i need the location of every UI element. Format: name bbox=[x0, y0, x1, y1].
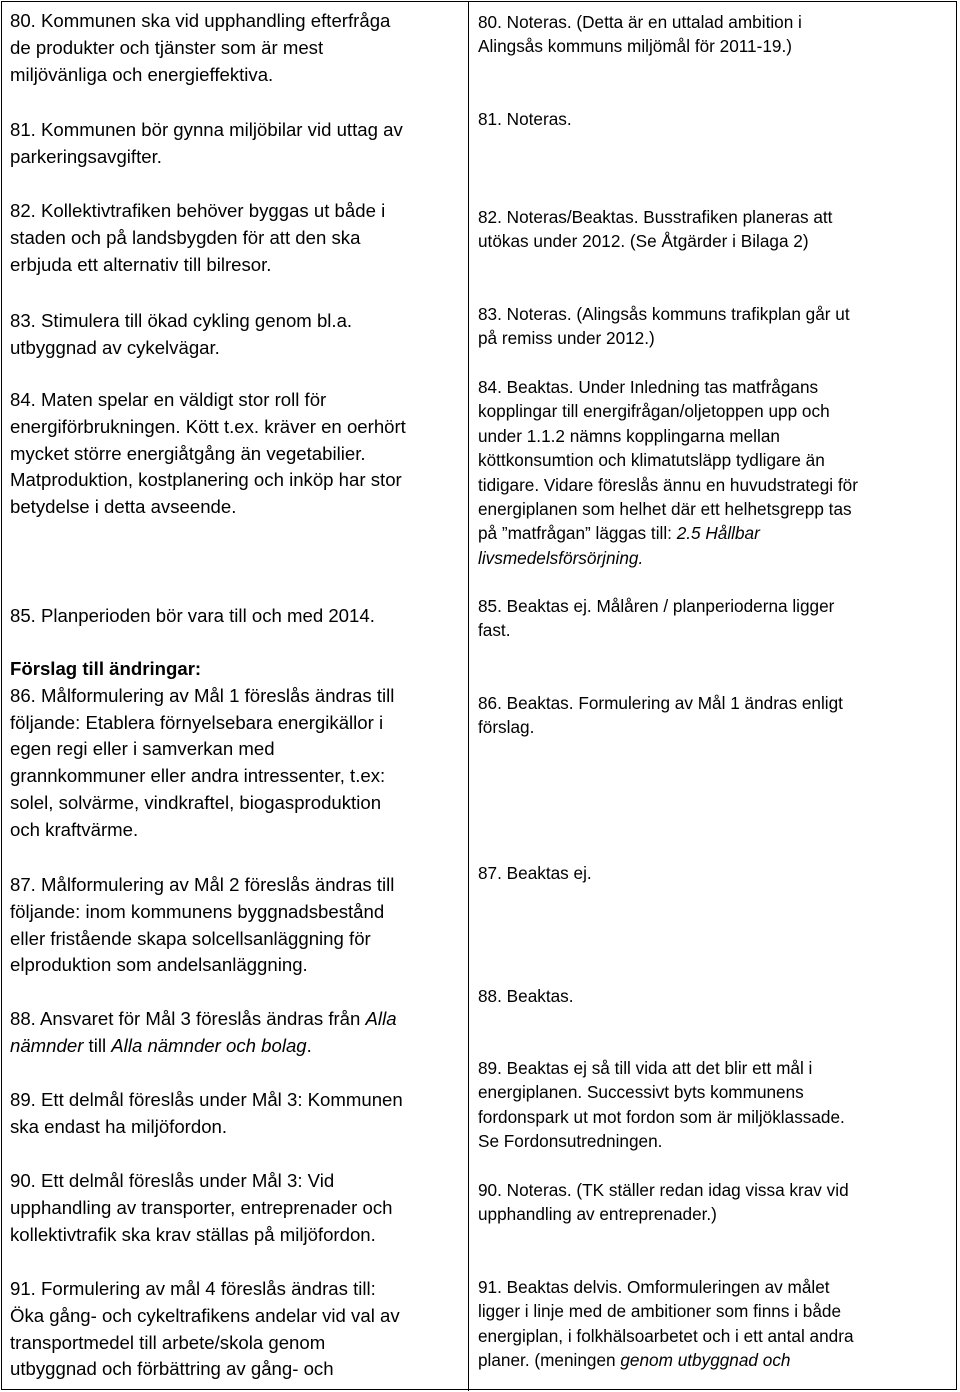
text-line bbox=[478, 10, 948, 34]
response-r80 bbox=[478, 10, 948, 59]
text-line bbox=[10, 198, 462, 225]
text-line bbox=[10, 467, 462, 494]
proposal-p86 bbox=[10, 656, 462, 844]
text-run: 88. Beaktas. bbox=[478, 986, 574, 1006]
text-run: 91. Beaktas delvis. Omformuleringen av målet bbox=[478, 1277, 830, 1297]
column-divider bbox=[468, 1, 469, 1391]
text-run: energiplanen. Successivt byts kommunens bbox=[478, 1082, 804, 1103]
text-run: upphandling av transporter, entreprenader och bbox=[10, 1196, 393, 1218]
text-run: energiförbrukningen. Kött t.ex. kräver en oerhört bbox=[10, 415, 406, 437]
text-line bbox=[478, 1324, 948, 1348]
text-run: Öka gång- och cykeltrafikens andelar vid val av bbox=[10, 1304, 400, 1326]
text-line bbox=[478, 1299, 948, 1323]
response-r87 bbox=[478, 861, 948, 885]
text-line bbox=[478, 546, 948, 570]
text-run: på ”matfrågan” läggas till: bbox=[478, 523, 677, 544]
text-line bbox=[10, 117, 462, 144]
text-line bbox=[10, 763, 462, 790]
text-run: egen regi eller i samverkan med bbox=[10, 738, 275, 760]
text-line bbox=[478, 1348, 948, 1372]
text-run: de produkter och tjänster som är mest bbox=[10, 36, 324, 58]
proposal-p88 bbox=[10, 1006, 462, 1060]
proposal-p90 bbox=[10, 1168, 462, 1248]
text-line bbox=[10, 252, 462, 279]
text-line bbox=[10, 656, 462, 683]
text-run: . bbox=[306, 1034, 312, 1056]
text-run: 84. Beaktas. Under Inledning tas matfrågans bbox=[478, 377, 819, 397]
text-line bbox=[10, 1033, 462, 1060]
proposal-p84 bbox=[10, 387, 462, 521]
response-r91 bbox=[478, 1275, 948, 1373]
text-line bbox=[478, 1056, 948, 1080]
text-run: 82. Kollektivtrafiken behöver byggas ut både i bbox=[10, 200, 386, 221]
text-run: parkeringsavgifter. bbox=[10, 145, 162, 167]
text-run: 81. Noteras. bbox=[478, 109, 572, 129]
text-run: 86. Målformulering av Mål 1 föreslås ändras till bbox=[10, 684, 395, 706]
text-line bbox=[478, 1129, 948, 1153]
text-line bbox=[10, 8, 462, 35]
text-run: Alla bbox=[365, 1008, 397, 1029]
text-run: köttkonsumtion och klimatutsläpp tydligare än bbox=[478, 450, 825, 471]
text-run: ska endast ha miljöfordon. bbox=[10, 1115, 228, 1137]
proposal-p82 bbox=[10, 198, 462, 278]
text-line bbox=[478, 618, 948, 642]
text-line bbox=[10, 225, 462, 252]
text-line bbox=[10, 441, 462, 468]
response-r90 bbox=[478, 1178, 948, 1227]
text-run: Matproduktion, kostplanering och inköp har stor bbox=[10, 469, 402, 491]
text-run: fordonspark ut mot fordon som är miljöklassade. bbox=[478, 1106, 845, 1127]
text-run: energiplanen som helhet där ett helhetsgrepp tas bbox=[478, 499, 852, 520]
text-run: 83. Stimulera till ökad cykling genom bl.a. bbox=[10, 310, 353, 331]
text-run: 85. Planperioden bör vara till och med 2014. bbox=[10, 605, 375, 626]
text-line bbox=[478, 1178, 948, 1202]
text-line bbox=[10, 1168, 462, 1195]
text-line bbox=[478, 984, 948, 1008]
text-line bbox=[478, 691, 948, 715]
text-run: grannkommuner eller andra intressenter, t.ex: bbox=[10, 765, 386, 787]
text-run: 90. Noteras. (TK ställer redan idag vissa krav vid bbox=[478, 1180, 849, 1200]
text-run: 89. Beaktas ej så till vida att det blir ett mål i bbox=[478, 1058, 813, 1078]
response-r82 bbox=[478, 205, 948, 254]
text-line bbox=[10, 335, 462, 362]
text-line bbox=[478, 205, 948, 229]
text-run: genom utbyggnad och bbox=[620, 1350, 791, 1371]
text-run: 89. Ett delmål föreslås under Mål 3: Kommunen bbox=[10, 1089, 403, 1110]
text-run: 80. Kommunen ska vid upphandling efterfråga bbox=[10, 10, 391, 31]
response-r81 bbox=[478, 107, 948, 131]
text-line bbox=[10, 144, 462, 171]
text-line bbox=[478, 229, 948, 253]
text-run: och kraftvärme. bbox=[10, 818, 139, 840]
text-line bbox=[478, 1080, 948, 1104]
text-run: 84. Maten spelar en väldigt stor roll för bbox=[10, 389, 327, 410]
proposal-p91 bbox=[10, 1276, 462, 1383]
response-r89 bbox=[478, 1056, 948, 1154]
text-line bbox=[478, 399, 948, 423]
text-line bbox=[10, 872, 462, 899]
text-run: fast. bbox=[478, 620, 511, 641]
text-run: mycket större energiåtgång än vegetabilier. bbox=[10, 442, 366, 464]
text-run: Se Fordonsutredningen. bbox=[478, 1131, 663, 1152]
text-run: kopplingar till energifrågan/oljetoppen upp och bbox=[478, 401, 830, 422]
text-run: Alingsås kommuns miljömål för 2011-19.) bbox=[478, 36, 792, 57]
text-line bbox=[10, 1195, 462, 1222]
text-run: nämnder bbox=[10, 1034, 84, 1056]
proposal-p89 bbox=[10, 1087, 462, 1141]
text-run: 83. Noteras. (Alingsås kommuns trafikplan går ut bbox=[478, 304, 850, 324]
text-line bbox=[478, 715, 948, 739]
text-line bbox=[10, 926, 462, 953]
text-run: utökas under 2012. (Se Åtgärder i Bilaga 2) bbox=[478, 231, 809, 252]
response-r88 bbox=[478, 984, 948, 1008]
text-line bbox=[10, 414, 462, 441]
text-run: utbyggnad och förbättring av gång- och bbox=[10, 1358, 334, 1380]
text-line bbox=[478, 107, 948, 131]
text-run: 81. Kommunen bör gynna miljöbilar vid uttag av bbox=[10, 119, 403, 140]
text-run: 85. Beaktas ej. Målåren / planperioderna ligger bbox=[478, 596, 835, 616]
text-run: 82. Noteras/Beaktas. Busstrafiken planeras att bbox=[478, 207, 833, 227]
text-run: följande: inom kommunens byggnadsbestånd bbox=[10, 900, 385, 922]
text-line bbox=[10, 62, 462, 89]
text-run: 88. Ansvaret för Mål 3 föreslås ändras från bbox=[10, 1008, 366, 1029]
response-r86 bbox=[478, 691, 948, 740]
text-line bbox=[10, 603, 462, 630]
text-line bbox=[10, 817, 462, 844]
text-run: 87. Beaktas ej. bbox=[478, 863, 592, 883]
response-r83 bbox=[478, 302, 948, 351]
text-run: på remiss under 2012.) bbox=[478, 328, 655, 349]
text-run: 2.5 Hållbar bbox=[676, 523, 760, 544]
text-line bbox=[10, 387, 462, 414]
text-run: utbyggnad av cykelvägar. bbox=[10, 336, 220, 358]
text-run: transportmedel till arbete/skola genom bbox=[10, 1331, 326, 1353]
text-run: följande: Etablera förnyelsebara energikällor i bbox=[10, 711, 384, 733]
text-line bbox=[10, 899, 462, 926]
text-line bbox=[10, 1222, 462, 1249]
proposal-p83 bbox=[10, 308, 462, 362]
text-run: 90. Ett delmål föreslås under Mål 3: Vid bbox=[10, 1170, 335, 1191]
text-line bbox=[478, 497, 948, 521]
text-line bbox=[478, 861, 948, 885]
text-line bbox=[478, 1202, 948, 1226]
proposal-p85 bbox=[10, 603, 462, 630]
text-run: 91. Formulering av mål 4 föreslås ändras till: bbox=[10, 1278, 376, 1299]
text-run: livsmedelsförsörjning. bbox=[478, 547, 644, 568]
text-line bbox=[10, 736, 462, 763]
section-heading: Förslag till ändringar: bbox=[10, 658, 202, 679]
text-line bbox=[478, 521, 948, 545]
text-run: solel, solvärme, vindkraftel, biogasproduktion bbox=[10, 791, 382, 813]
text-run: under 1.1.2 nämns kopplingarna mellan bbox=[478, 425, 780, 446]
text-run: upphandling av entreprenader.) bbox=[478, 1204, 717, 1225]
response-r85 bbox=[478, 594, 948, 643]
text-line bbox=[10, 683, 462, 710]
text-run: miljövänliga och energieffektiva. bbox=[10, 63, 274, 85]
text-line bbox=[478, 1105, 948, 1129]
text-line bbox=[478, 302, 948, 326]
proposal-p81 bbox=[10, 117, 462, 171]
text-run: kollektivtrafik ska krav ställas på miljöfordon. bbox=[10, 1223, 376, 1245]
text-line bbox=[10, 308, 462, 335]
text-run: energiplan, i folkhälsoarbetet och i ett antal andra bbox=[478, 1325, 854, 1346]
text-run: ligger i linje med de ambitioner som finns i både bbox=[478, 1301, 842, 1322]
text-run: eller fristående skapa solcellsanläggning för bbox=[10, 927, 371, 949]
text-run: förslag. bbox=[478, 717, 535, 738]
text-run: planer. (meningen bbox=[478, 1350, 621, 1371]
proposal-p80 bbox=[10, 8, 462, 88]
text-line bbox=[478, 34, 948, 58]
text-line bbox=[10, 1356, 462, 1383]
text-line bbox=[10, 1114, 462, 1141]
text-line bbox=[10, 494, 462, 521]
text-run: elproduktion som andelsanläggning. bbox=[10, 954, 308, 976]
text-line bbox=[10, 1276, 462, 1303]
text-line bbox=[478, 448, 948, 472]
text-line bbox=[10, 1330, 462, 1357]
text-line bbox=[10, 1087, 462, 1114]
text-run: till bbox=[83, 1034, 112, 1056]
text-line bbox=[478, 424, 948, 448]
text-line bbox=[10, 1006, 462, 1033]
text-line bbox=[478, 1275, 948, 1299]
text-run: Alla nämnder och bolag bbox=[111, 1034, 307, 1056]
text-line bbox=[478, 594, 948, 618]
response-r84 bbox=[478, 375, 948, 570]
text-run: erbjuda ett alternativ till bilresor. bbox=[10, 253, 272, 275]
text-line bbox=[10, 710, 462, 737]
text-line bbox=[478, 326, 948, 350]
text-line bbox=[10, 1303, 462, 1330]
text-run: 80. Noteras. (Detta är en uttalad ambition i bbox=[478, 12, 802, 32]
text-line bbox=[478, 375, 948, 399]
text-line bbox=[10, 790, 462, 817]
text-run: betydelse i detta avseende. bbox=[10, 496, 237, 518]
text-run: staden och på landsbygden för att den ska bbox=[10, 226, 361, 248]
text-run: 87. Målformulering av Mål 2 föreslås ändras till bbox=[10, 874, 395, 895]
text-line bbox=[10, 952, 462, 979]
text-run: tidigare. Vidare föreslås ännu en huvudstrategi för bbox=[478, 474, 858, 495]
text-run: 86. Beaktas. Formulering av Mål 1 ändras enligt bbox=[478, 693, 843, 713]
text-line bbox=[10, 35, 462, 62]
proposal-p87 bbox=[10, 872, 462, 979]
text-line bbox=[478, 473, 948, 497]
